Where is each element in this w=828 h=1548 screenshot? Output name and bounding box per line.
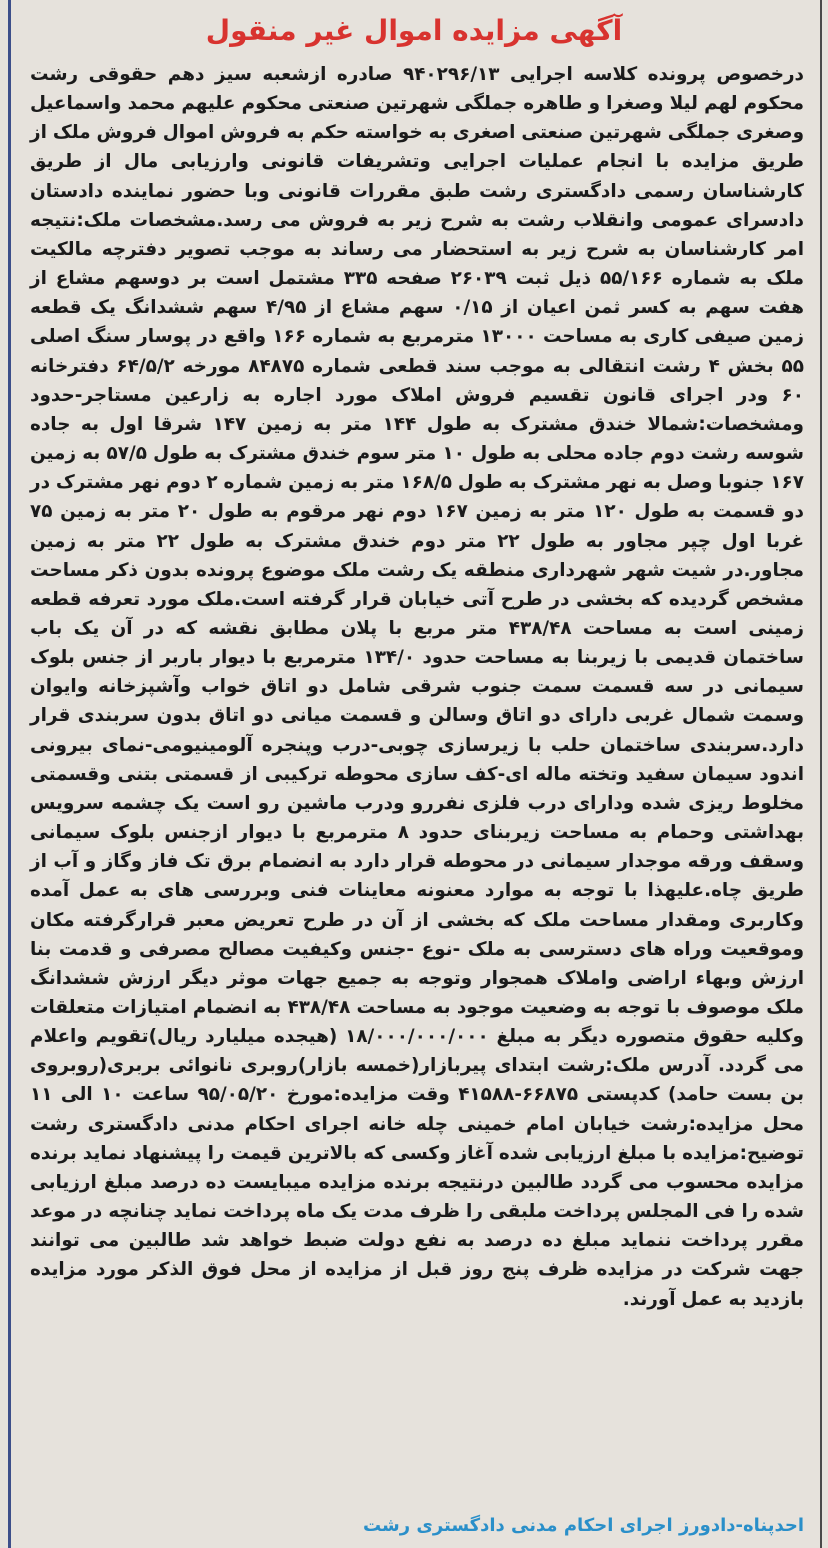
left-border-rule	[8, 0, 11, 1548]
notice-body: درخصوص پرونده کلاسه اجرایی ۹۴۰۲۹۶/۱۳ صادره ازشعبه سیز دهم حقوقی رشت محکوم لهم لیلا وصغرا و طاهره جملگی شهرتین صنعتی محکوم علیهم محمد واسماعیل وصغری جملگی شهرتین صنعتی اصغری به خواسته حکم به فروش اموال فروش ملک از طریق مزایده با انجام عملیات اجرایی وتشریفات قانونی وارزیابی مال از طریق کارشناسان رسمی دادگستری رشت طبق مقررات قانونی وبا حضور نماینده دادستان دادسرای عمومی وانقلاب رشت به شرح زیر به فروش می رسد.مشخصات ملک:نتیجه امر کارشناسان به شرح زیر به استحضار می رساند به موجب تصویر دفترچه مالکیت ملک به شماره ۵۵/۱۶۶ ذیل ثبت ۲۶۰۳۹ صفحه ۳۳۵ مشتمل است بر دوسهم مشاع از هفت سهم به کسر ثمن اعیان از ۰/۱۵ سهم مشاع از ۴/۹۵ سهم ششدانگ یک قطعه زمین صیفی کاری به مساحت ۱۳۰۰۰ مترمربع به شماره ۱۶۶ واقع در پوسار سنگ اصلی ۵۵ بخش ۴ رشت انتقالی به موجب سند قطعی شماره ۸۴۸۷۵ مورخه ۶۴/۵/۲ دفترخانه ۶۰ ودر اجرای قانون تقسیم فروش املاک مورد اجاره به زارعین مستاجر-حدود ومشخصات:شمالا خندق مشترک به طول ۱۴۴ متر به زمین ۱۴۷ شرقا اول به جاده شوسه رشت دوم جاده محلی به طول ۱۰ متر سوم خندق مشترک به طول ۵۷/۵ به زمین ۱۶۷ جنوبا وصل به نهر مشترک به طول ۱۶۸/۵ متر به زمین شماره ۲ دوم نهر مشترک در دو قسمت به طول ۱۲۰ متر به زمین ۱۶۷ دوم نهر مرقوم به طول ۲۰ متر به زمین ۷۵ غربا اول چپر مجاور به طول ۲۲ متر دوم خندق مشترک به طول ۲۲ متر به زمین مجاور.در شیت شهر شهرداری منطقه یک رشت ملک موضوع پرونده بدون ذکر مساحت مشخص گردیده که بخشی در طرح آتی خیابان قرار گرفته است.ملک مورد تعرفه قطعه زمینی است به مساحت ۴۳۸/۴۸ متر مربع با پلان مطابق نقشه که در آن یک باب ساختمان قدیمی با زیربنا به مساحت حدود ۱۳۴/۰ مترمربع با دیوار باربر از جنس بلوک سیمانی در سه قسمت سمت جنوب شرقی شامل دو اتاق خواب وآشپزخانه وایوان وسمت شمال غربی دارای دو اتاق وسالن و قسمت میانی دو اتاق بدون سربندی قرار دارد.سربندی ساختمان حلب با زیرسازی چوبی-درب وپنجره آلومینیومی-نمای بیرونی اندود سیمان سفید وتخته ماله ای-کف سازی محوطه ترکیبی از قسمتی بتنی وقسمتی مخلوط ریزی شده ودارای درب فلزی نفررو ودرب ماشین رو است یک چشمه سرویس بهداشتی وحمام به مساحت زیربنای حدود ۸ مترمربع با دیوار ازجنس بلوک سیمانی وسقف ورقه موجدار سیمانی در محوطه قرار دارد به انضمام برق تک فاز وگاز و آب از طریق چاه.علیهذا با توجه به موارد معنونه معاینات فنی وبررسی های به عمل آمده وکاربری ومقدار مساحت ملک که بخشی از آن در طرح تعریض معبر قرارگرفته مکان وموقعیت وراه های دسترسی به ملک -نوع -جنس وکیفیت مصالح مصرفی و قدمت بنا ارزش وبهاء اراضی واملاک همجوار وتوجه به جمیع جهات موثر دیگر ارزش ششدانگ ملک موصوف با توجه به وضعیت موجود به مساحت ۴۳۸/۴۸ به انضمام امتیازات متعلقات وکلیه حقوق متصوره دیگر به مبلغ ۱۸/۰۰۰/۰۰۰/۰۰۰ (هیجده میلیارد ریال)تقویم واعلام می گردد. آدرس ملک:رشت ابتدای پیربازار(خمسه بازار)روبری نانوائی بربری(روبروی بن بست حامد) کدپستی ۶۶۸۷۵-۴۱۵۸۸ وقت مزایده:مورخ ۹۵/۰۵/۲۰ ساعت ۱۰ الی ۱۱ محل مزایده:رشت خیابان امام خمینی چله خانه اجرای احکام مدنی دادگستری رشت توضیح:مزایده با مبلغ ارزیابی شده آغاز وکسی که بالاترین قیمت را پیشنهاد نماید برنده مزایده محسوب می گردد طالبین درنتیجه برنده مزایده میبایست ده درصد مبلغ ارزیابی شده را فی المجلس پرداخت ملبقی را ظرف مدت یک ماه پرداخت نماید چنانچه در موعد مقرر پرداخت ننماید مبلغ ده درصد به نفع دولت ضبط خواهد شد طالبین می توانند جهت شرکت در مزایده ظرف پنج روز قبل از مزایده از محل فوق الذکر مورد مزایده بازدید به عمل آورند.	[30, 64, 805, 1310]
notice-title: آگهی مزایده اموال غیر منقول	[205, 14, 623, 47]
notice-signature: احدپناه-دادورز اجرای احکام مدنی دادگستری رشت	[362, 1515, 804, 1536]
right-border-rule	[820, 0, 822, 1548]
